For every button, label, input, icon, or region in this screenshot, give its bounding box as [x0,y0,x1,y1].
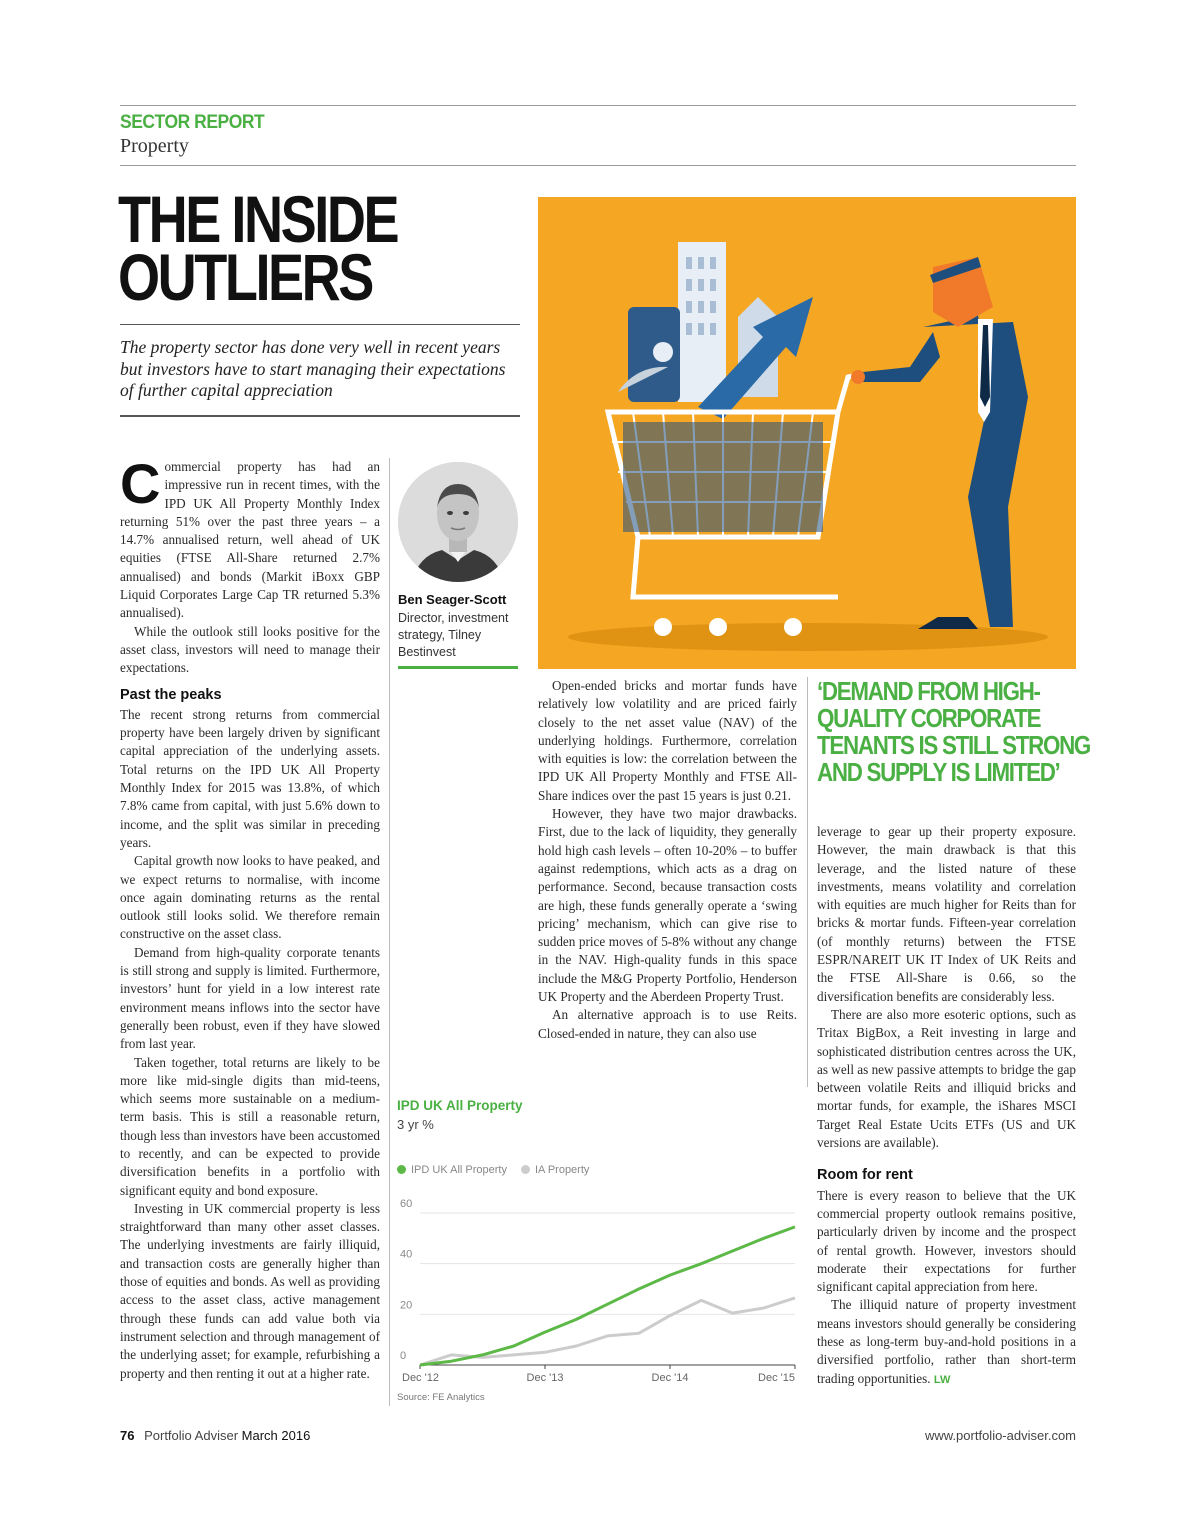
legend-swatch [521,1165,530,1174]
subheading-past-the-peaks: Past the peaks [120,686,222,703]
footer-url: www.portfolio-adviser.com [925,1428,1076,1443]
publication-name: Portfolio Adviser [144,1428,239,1443]
paragraph: Capital growth now looks to have peaked, and we expect returns to normalise, with income once again dominating returns as the rental outlook still looks solid. We therefore remain constructive on the asset class. [120,853,380,942]
x-tick-label: Dec '13 [526,1372,564,1384]
top-rule [120,105,1076,106]
legend-item-ia: IA Property [521,1164,589,1176]
paragraph: There are also more esoteric options, such as Tritax BigBox, a Reit investing in large and sophisticated distribution centres across the UK, as well as new passive attempts to bridge the gap between volatile Reits and illiquid bricks and mortar funds, for example, the iShares MSCI Target Real Estate Ucits ETFs (US and UK versions are available). [817,1006,1076,1151]
y-tick-label: 40 [400,1248,413,1261]
paragraph: While the outlook still looks positive for the asset class, investors will need to manage their expectations. [120,623,380,676]
drop-cap: C [120,452,161,515]
paragraph: The recent strong returns from commercial property have been largely driven by significant capital appreciation of the underlying assets. Total returns on the IPD UK All Property Monthly Index for 2015 was 13.8%, of which 7.8% came from capital, with just 5.6% down to income, and the split was similar in preceding years. [120,706,380,850]
author-name: Ben Seager-Scott [398,592,507,607]
paragraph: Taken together, total returns are likely to be more like mid-single digits than mid-teens, which seems more sustainable on a medium-term basis. This is still a reasonable return, though less than investors have been accustomed to recently, and can be expected to provide diversification benefits in a portfolio with significant equity and bond exposure. [120,1054,380,1198]
x-tick-label: Dec '12 [402,1372,439,1384]
column-divider [807,677,808,1087]
pull-quote-line: QUALITY CORPORATE [817,703,1041,733]
chart-legend [397,1164,589,1176]
subsection-label: Property [120,135,189,157]
pull-quote [817,676,1091,787]
headline-line-2: OUTLIERS [118,240,372,314]
line-chart [395,1195,800,1390]
headline [118,182,462,314]
author-role: Director, investment strategy, Tilney Bestinvest [398,611,509,659]
pull-quote-line: AND SUPPLY IS LIMITED’ [817,757,1060,787]
header-rule [120,165,1076,166]
subheading-room-for-rent: Room for rent [817,1167,913,1184]
x-tick-label: Dec '15 [758,1372,795,1384]
paragraph: The illiquid nature of property investment means investors should generally be considering these as long-term buy-and-hold positions in a diversified portfolio, rather than short-term trading opportunities. LW [817,1297,1076,1386]
paragraph: Open-ended bricks and mortar funds have relatively low volatility and are priced fairly closely to the net asset value (NAV) of the underlying holdings. Furthermore, correlation with equities is low: the correlation between the IPD UK All Property Monthly and FTSE All-Share indices over the past 15 years is just 0.21. [538,678,797,803]
chart-title: IPD UK All Property [397,1098,523,1113]
paragraph: leverage to gear up their property exposure. However, the main drawback is that this leverage, and the listed nature of these investments, means volatility and correlation with equities are much higher for Reits than for bricks & mortar funds. Fifteen-year correlation (of monthly returns) between the FTSE ESPR/NAREIT UK IT Index of UK Reits and the FTSE All-Share is 0.66, so the diversification benefits are considerably less. [817,824,1076,1004]
standfirst-rule [120,415,520,417]
issue-date: March 2016 [241,1428,311,1443]
column-divider [389,458,390,1406]
legend-item-ipd: IPD UK All Property [397,1164,507,1176]
x-tick-label: Dec '14 [651,1372,689,1384]
article-column-3 [817,823,1076,1389]
headline-line-1: THE INSIDE [118,182,398,256]
pull-quote-line: ‘DEMAND FROM HIGH- [817,676,1040,706]
chart-subtitle: 3 yr % [397,1117,434,1132]
y-tick-label: 60 [400,1198,413,1210]
paragraph: Demand from high-quality corporate tenants is still strong and supply is limited. Furthermore, investors’ hunt for yield in a low interest rate environment means inflows into the sector have generally been robust, even if they have slowed from last year. [120,944,380,1052]
headline-rule [120,324,520,325]
paragraph: There is every reason to believe that the UK commercial property outlook remains positive, particularly driven by income and the prospect of rental growth. However, investors should moderate their expectations for further significant capital appreciation from here. [817,1187,1076,1295]
legend-swatch [397,1165,406,1174]
shopping-cart-illustration [538,197,1076,669]
author-headshot [398,462,518,582]
section-label: SECTOR REPORT [120,112,265,133]
page-number: 76 [120,1428,135,1443]
paragraph: However, they have two major drawbacks. First, due to the lack of liquidity, they generally hold high cash levels – often 10-20% – to buffer against redemptions, which acts as a drag on performance. Second, because transaction costs are high, these funds generally operate a ‘swing pricing’ mechanism, which can give rise to sudden price moves of 5-8% without any change in the NAV. High-quality funds in this space include the M&G Property Portfolio, Henderson UK Property and the Aberdeen Property Trust. [538,806,797,1005]
series-line-ipd-uk-all-property [420,1227,795,1365]
byline-rule [398,666,518,669]
standfirst: The property sector has done very well in recent years but investors have to start managing their expectations of further capital appreciation [120,337,506,400]
page-footer [120,1428,310,1443]
paragraph: An alternative approach is to use Reits. Closed-ended in nature, they can also use [538,1007,797,1041]
paragraph: Investing in UK commercial property is less straightforward than many other asset classes. The underlying investments are fairly illiquid, and transaction costs are generally higher than those of equities and bonds. As well as providing access to the asset class, active management through these funds can add value both via instrument selection and through management of the underlying asset; for example, refurbishing a property and then renting it out at a higher rate. [120,1200,380,1381]
y-tick-label: 0 [400,1350,407,1362]
article-column-1 [120,452,380,1383]
pull-quote-line: TENANTS IS STILL STRONG [817,730,1091,760]
y-tick-label: 20 [400,1299,413,1312]
intro-paragraph: Commercial property has had an impressive run in recent times, with the IPD UK All Property Monthly Index returning 51% over the past three years – a 14.7% annualised return, well ahead of UK equities (FTSE All-Share returned 2.7% annualised) and bonds (Markit iBoxx GBP Liquid Corporates Large Cap TR returned 5.3% annualised). [120,452,380,621]
article-column-2 [538,677,797,1043]
chart-source: Source: FE Analytics [397,1392,485,1403]
author-signoff: LW [933,1373,951,1386]
